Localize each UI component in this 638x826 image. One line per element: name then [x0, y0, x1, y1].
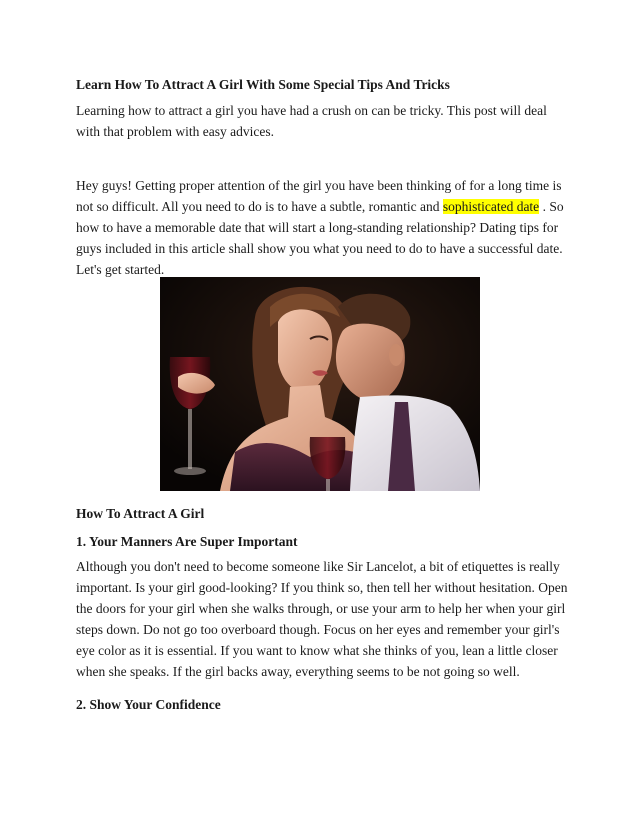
tip-1-heading: 1. Your Manners Are Super Important — [76, 534, 298, 549]
tip-1-body: Although you don't need to become someone like Sir Lancelot, a bit of etiquettes is really important. Is your girl good-looking? If you think so, then tell her without hesitation. Open the doors for your girl when she walks through, or use your arm to help her when your girl steps down. Do not go too overboard though. Focus on her eyes and remember your girl's eye color as it is essential. If you want to know what she thinks of you, lean a little closer when she speaks. If the girl backs away, everything seems to be not going so well. — [76, 559, 568, 679]
opening-paragraph — [76, 175, 572, 280]
tip-2-heading: 2. Show Your Confidence — [76, 697, 221, 712]
couple-photo-illustration — [160, 277, 480, 491]
opening-text-end: . So how to have a memorable date that will start a long-standing relationship? Dating tips for guys included in this article shall show you what you need to do to have a successful date. Let's get started. — [76, 199, 564, 277]
opening-text-start: Hey guys! Getting proper attention of the girl you have been thinking of for a long time is not so difficult. All you need to do is to have a subtle, romantic and — [76, 178, 562, 214]
article-title: Learn How To Attract A Girl With Some Special Tips And Tricks — [76, 77, 450, 92]
couple-photo — [160, 277, 480, 491]
section-heading: How To Attract A Girl — [76, 506, 205, 521]
intro-paragraph: Learning how to attract a girl you have had a crush on can be tricky. This post will deal with that problem with easy advices. — [76, 103, 547, 139]
sophisticated-date-link[interactable]: sophisticated date — [442, 199, 540, 214]
